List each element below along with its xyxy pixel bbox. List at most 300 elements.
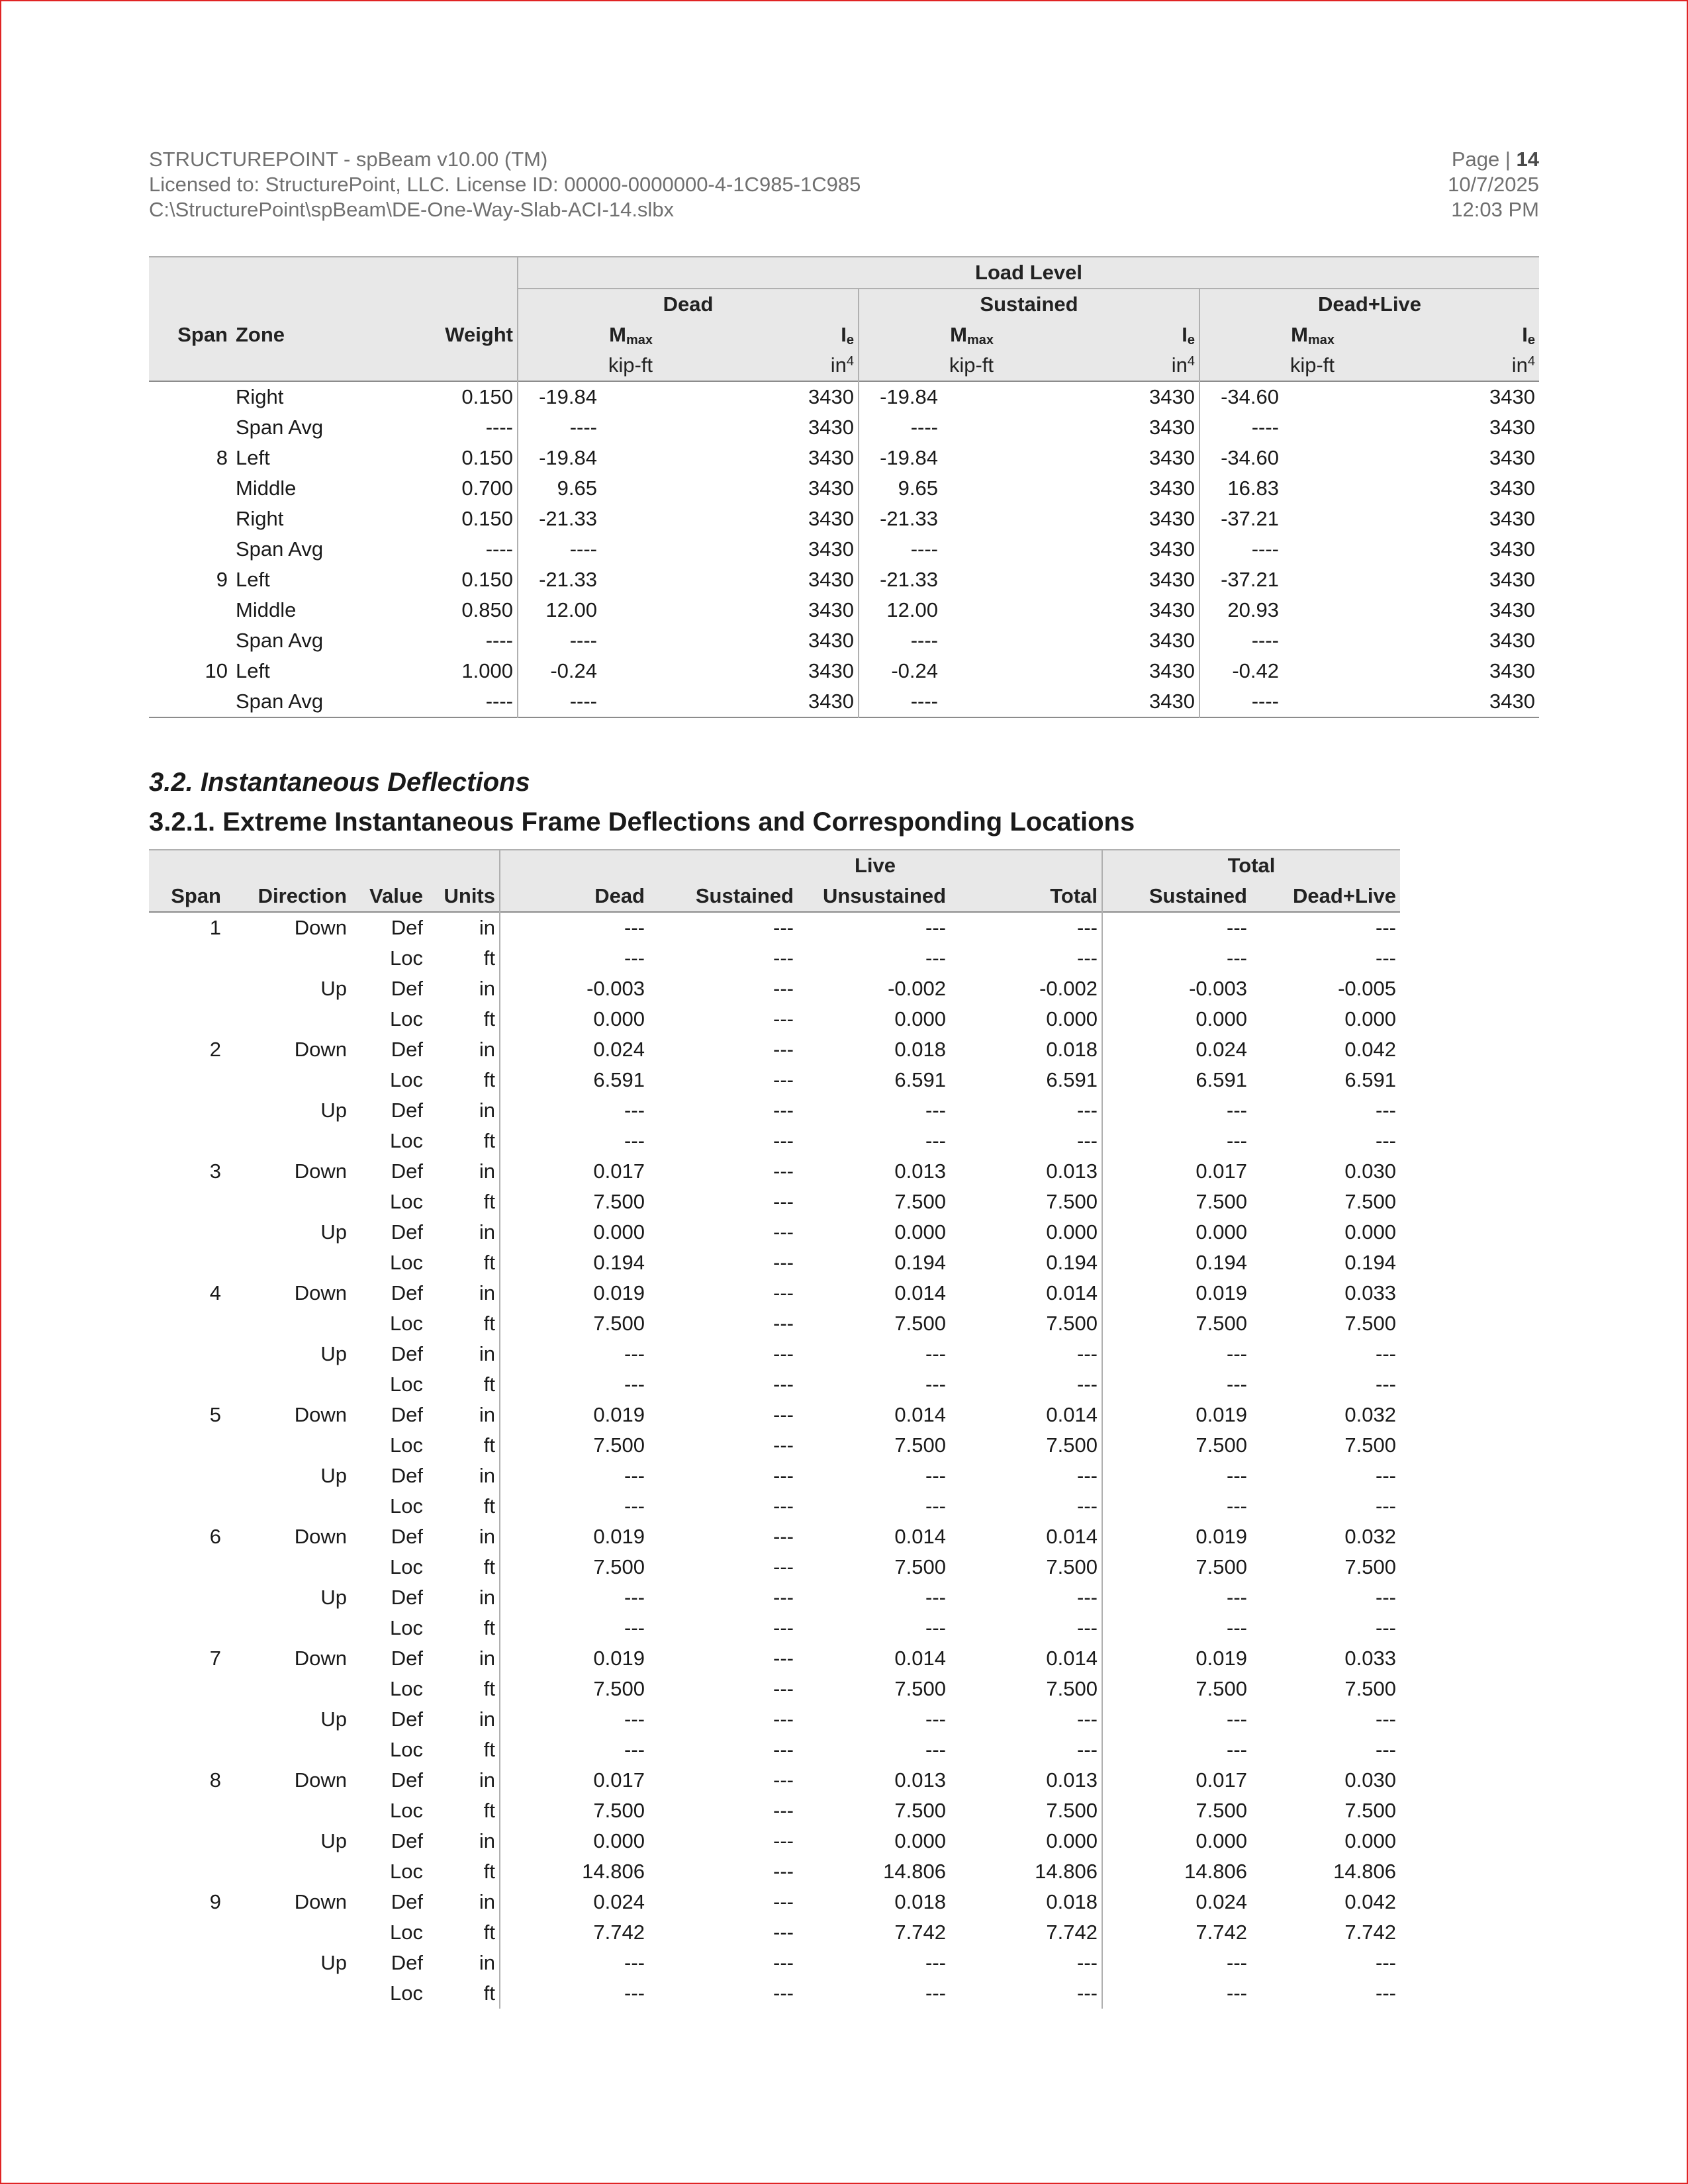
table-row [149, 656, 1539, 686]
cell-dead: 0.024 [500, 1887, 649, 1917]
cell-value: Def [391, 916, 423, 939]
cell-dead: 0.000 [500, 1826, 649, 1856]
cell-total-sustained: 0.194 [1102, 1248, 1251, 1278]
cell-direction: Down [294, 916, 347, 939]
cell-s-m: -19.84 [859, 381, 998, 412]
cell-live-sustained: --- [773, 977, 794, 1000]
cell-live-sustained: --- [773, 1464, 794, 1487]
cell-units: in [427, 1704, 500, 1735]
cell-live-unsustained: --- [925, 1464, 946, 1487]
cell-span [149, 473, 232, 504]
deflection-table [149, 849, 1400, 2009]
cell-live-unsustained: 7.500 [894, 1555, 946, 1578]
cell-total-dead-live: 0.030 [1344, 1768, 1396, 1792]
cell-s-m: ---- [859, 625, 998, 656]
cell-live-sustained: --- [773, 1829, 794, 1852]
cell-direction: Up [320, 1099, 347, 1122]
cell-live-total: 0.014 [1046, 1525, 1098, 1548]
section-title-extreme-deflections: 3.2.1. Extreme Instantaneous Frame Deflections and Corresponding Locations [149, 807, 1135, 837]
dead-live-ie-header: $I_e$ [1338, 320, 1539, 350]
cell-weight: 0.150 [461, 446, 513, 469]
cell-units: ft [427, 1308, 500, 1339]
cell-total-sustained: --- [1102, 1491, 1251, 1522]
cell-live-total: --- [1077, 1373, 1098, 1396]
cell-live-sustained: --- [773, 1494, 794, 1518]
live-sustained-header: Sustained [649, 881, 798, 912]
cell-total-dead-live: 0.033 [1344, 1647, 1396, 1670]
cell-s-m: ---- [859, 412, 998, 443]
cell-total-sustained: --- [1102, 1735, 1251, 1765]
report-date: 10/7/2025 [1448, 173, 1539, 196]
cell-live-unsustained: --- [925, 1586, 946, 1609]
cell-value: Loc [390, 946, 423, 970]
cell-dead: --- [500, 1095, 649, 1126]
cell-dl-m: 16.83 [1199, 473, 1338, 504]
cell-dl-m: ---- [1199, 412, 1338, 443]
cell-live-unsustained: 0.018 [894, 1890, 946, 1913]
cell-value: Loc [390, 1677, 423, 1700]
cell-direction [225, 1674, 351, 1704]
cell-span [149, 1582, 225, 1613]
cell-units: in [427, 1339, 500, 1369]
cell-span [149, 534, 232, 565]
cell-total-sustained: -0.003 [1102, 974, 1251, 1004]
cell-live-total: --- [1077, 1099, 1098, 1122]
cell-s-i: 3430 [1149, 416, 1195, 439]
cell-total-dead-live: 7.500 [1344, 1312, 1396, 1335]
table-row [149, 1369, 1400, 1400]
unit-kip-ft: kip-ft [1199, 350, 1338, 381]
cell-direction [225, 1369, 351, 1400]
cell-span [149, 1552, 225, 1582]
cell-live-total: 6.591 [1046, 1068, 1098, 1091]
table-row [149, 1552, 1400, 1582]
cell-dead: --- [500, 1339, 649, 1369]
cell-live-total: --- [1077, 1616, 1098, 1639]
cell-total-dead-live: --- [1376, 1586, 1396, 1609]
cell-dead: 7.500 [500, 1552, 649, 1582]
cell-value: Def [391, 1768, 423, 1792]
cell-total-sustained: --- [1102, 912, 1251, 943]
cell-s-i: 3430 [1149, 537, 1195, 561]
cell-weight: 0.700 [461, 477, 513, 500]
table-row [149, 534, 1539, 565]
cell-direction: Down [294, 1525, 347, 1548]
cell-value: Def [391, 1829, 423, 1852]
dead-ie-header: $I_e$ [657, 320, 859, 350]
cell-weight: 0.150 [461, 385, 513, 408]
cell-live-unsustained: 0.000 [894, 1007, 946, 1030]
cell-units: in [427, 1765, 500, 1796]
cell-span [149, 1978, 225, 2009]
cell-total-sustained: 7.500 [1102, 1430, 1251, 1461]
cell-live-total: 7.500 [1046, 1312, 1098, 1335]
cell-s-m: -19.84 [859, 443, 998, 473]
load-level-header: Load Level [518, 257, 1539, 289]
cell-live-total: --- [1077, 1586, 1098, 1609]
table-row [149, 1704, 1400, 1735]
cell-live-total: 0.014 [1046, 1281, 1098, 1304]
cell-dl-m: -34.60 [1199, 381, 1338, 412]
cell-total-sustained: 0.019 [1102, 1278, 1251, 1308]
cell-span [149, 1308, 225, 1339]
cell-span [149, 974, 225, 1004]
cell-span [149, 686, 232, 717]
cell-span [149, 1217, 225, 1248]
cell-live-unsustained: --- [925, 1981, 946, 2005]
cell-live-sustained: --- [773, 1433, 794, 1457]
cell-live-sustained: --- [773, 1403, 794, 1426]
cell-span: 2 [209, 1038, 221, 1061]
cell-dead: 7.500 [500, 1187, 649, 1217]
cell-direction [225, 1796, 351, 1826]
cell-value: Def [391, 1160, 423, 1183]
cell-total-dead-live: 0.033 [1344, 1281, 1396, 1304]
cell-units: ft [427, 1065, 500, 1095]
cell-live-sustained: --- [773, 1007, 794, 1030]
cell-dead: --- [500, 1978, 649, 2009]
live-unsustained-header: Unsustained [798, 881, 950, 912]
table-row [149, 1034, 1400, 1065]
cell-dead: 7.500 [500, 1430, 649, 1461]
cell-dl-m: 20.93 [1199, 595, 1338, 625]
cell-dl-i: 3430 [1489, 537, 1535, 561]
cell-span: 7 [209, 1647, 221, 1670]
cell-span [149, 1004, 225, 1034]
cell-live-unsustained: 0.194 [894, 1251, 946, 1274]
cell-total-dead-live: 0.000 [1344, 1829, 1396, 1852]
cell-dl-i: 3430 [1489, 568, 1535, 591]
cell-dead: --- [500, 1491, 649, 1522]
cell-value: Loc [390, 1373, 423, 1396]
cell-total-sustained: --- [1102, 1339, 1251, 1369]
cell-weight: ---- [485, 537, 513, 561]
cell-value: Loc [390, 1129, 423, 1152]
cell-s-i: 3430 [1149, 568, 1195, 591]
cell-dead: 0.017 [500, 1765, 649, 1796]
cell-units: in [427, 1522, 500, 1552]
cell-total-sustained: 7.742 [1102, 1917, 1251, 1948]
cell-live-total: 7.500 [1046, 1677, 1098, 1700]
cell-live-total: 14.806 [1035, 1860, 1098, 1883]
cell-live-sustained: --- [773, 1951, 794, 1974]
cell-live-unsustained: 7.500 [894, 1677, 946, 1700]
cell-s-m: ---- [859, 686, 998, 717]
cell-live-total: 7.742 [1046, 1921, 1098, 1944]
cell-live-unsustained: 14.806 [883, 1860, 946, 1883]
cell-dead: --- [500, 1735, 649, 1765]
table-row [149, 1430, 1400, 1461]
cell-zone: Middle [236, 477, 297, 500]
table-row [149, 1004, 1400, 1034]
cell-span [149, 1461, 225, 1491]
cell-d-i: 3430 [808, 629, 854, 652]
cell-units: in [427, 1643, 500, 1674]
cell-units: ft [427, 1491, 500, 1522]
cell-dead: --- [500, 1582, 649, 1613]
cell-total-sustained: --- [1102, 1461, 1251, 1491]
cell-d-m: 9.65 [518, 473, 657, 504]
cell-units: ft [427, 1187, 500, 1217]
cell-weight: 0.150 [461, 507, 513, 530]
cell-total-dead-live: 0.194 [1344, 1251, 1396, 1274]
cell-units: in [427, 1461, 500, 1491]
cell-live-total: --- [1077, 916, 1098, 939]
cell-value: Def [391, 1647, 423, 1670]
cell-span [149, 381, 232, 412]
cell-dead: --- [500, 912, 649, 943]
cell-dl-m: ---- [1199, 534, 1338, 565]
cell-live-total: 7.500 [1046, 1799, 1098, 1822]
cell-s-m: -0.24 [859, 656, 998, 686]
cell-units: ft [427, 1126, 500, 1156]
cell-dead: 7.742 [500, 1917, 649, 1948]
cell-direction [225, 1856, 351, 1887]
unit-in4: $in^4$ [998, 350, 1199, 381]
cell-s-m: -21.33 [859, 565, 998, 595]
cell-dl-m: -34.60 [1199, 443, 1338, 473]
cell-live-unsustained: 0.013 [894, 1160, 946, 1183]
cell-direction: Down [294, 1768, 347, 1792]
cell-span [149, 1430, 225, 1461]
cell-live-unsustained: 0.000 [894, 1220, 946, 1244]
cell-span: 3 [209, 1160, 221, 1183]
cell-dead: 0.000 [500, 1217, 649, 1248]
cell-live-unsustained: 7.500 [894, 1190, 946, 1213]
cell-value: Def [391, 1281, 423, 1304]
zone-header: Zone [232, 320, 354, 350]
cell-live-total: 0.013 [1046, 1160, 1098, 1183]
cell-units: in [427, 1948, 500, 1978]
cell-total-sustained: 7.500 [1102, 1796, 1251, 1826]
cell-direction [225, 1978, 351, 2009]
cell-span [149, 625, 232, 656]
cell-direction: Down [294, 1890, 347, 1913]
table-row [149, 1826, 1400, 1856]
cell-live-sustained: --- [773, 1525, 794, 1548]
cell-dead: --- [500, 1369, 649, 1400]
cell-direction: Down [294, 1281, 347, 1304]
cell-zone: Span Avg [236, 690, 324, 713]
cell-live-total: 0.018 [1046, 1038, 1098, 1061]
cell-dl-i: 3430 [1489, 690, 1535, 713]
report-time: 12:03 PM [1451, 198, 1539, 221]
cell-s-i: 3430 [1149, 690, 1195, 713]
cell-live-sustained: --- [773, 1768, 794, 1792]
table-row [149, 1248, 1400, 1278]
cell-d-m: ---- [518, 625, 657, 656]
cell-live-total: 0.000 [1046, 1007, 1098, 1030]
cell-dl-i: 3430 [1489, 629, 1535, 652]
cell-units: in [427, 1887, 500, 1917]
table-row [149, 1095, 1400, 1126]
cell-live-unsustained: 0.014 [894, 1525, 946, 1548]
table-row [149, 1461, 1400, 1491]
cell-dl-i: 3430 [1489, 416, 1535, 439]
cell-live-unsustained: -0.002 [888, 977, 946, 1000]
cell-total-dead-live: 7.500 [1344, 1433, 1396, 1457]
cell-units: ft [427, 1248, 500, 1278]
cell-dead: --- [500, 1948, 649, 1978]
cell-live-unsustained: --- [925, 1099, 946, 1122]
table-row [149, 1491, 1400, 1522]
cell-live-unsustained: 7.500 [894, 1799, 946, 1822]
cell-direction [225, 1126, 351, 1156]
cell-span: 9 [216, 568, 228, 591]
cell-live-total: --- [1077, 1707, 1098, 1731]
cell-units: in [427, 1278, 500, 1308]
cell-total-dead-live: --- [1376, 1981, 1396, 2005]
cell-live-unsustained: 0.014 [894, 1403, 946, 1426]
cell-direction [225, 1308, 351, 1339]
unit-in4: $in^4$ [657, 350, 859, 381]
table-row [149, 686, 1539, 717]
cell-live-unsustained: --- [925, 1342, 946, 1365]
cell-units: in [427, 1156, 500, 1187]
unit-kip-ft: kip-ft [518, 350, 657, 381]
cell-value: Def [391, 1464, 423, 1487]
cell-direction [225, 943, 351, 974]
cell-units: in [427, 1826, 500, 1856]
cell-direction: Up [320, 1586, 347, 1609]
cell-dead: 0.019 [500, 1643, 649, 1674]
cell-total-sustained: 0.000 [1102, 1004, 1251, 1034]
cell-live-sustained: --- [773, 1890, 794, 1913]
cell-d-i: 3430 [808, 598, 854, 621]
cell-d-m: -19.84 [518, 443, 657, 473]
cell-units: ft [427, 1552, 500, 1582]
cell-units: in [427, 1400, 500, 1430]
cell-zone: Span Avg [236, 629, 324, 652]
cell-span [149, 1704, 225, 1735]
cell-live-unsustained: --- [925, 1494, 946, 1518]
cell-span [149, 1126, 225, 1156]
cell-total-dead-live: --- [1376, 1342, 1396, 1365]
cell-live-sustained: --- [773, 1038, 794, 1061]
cell-dead: 7.500 [500, 1308, 649, 1339]
cell-span [149, 1948, 225, 1978]
cell-live-sustained: --- [773, 1251, 794, 1274]
table-row [149, 1339, 1400, 1369]
cell-value: Loc [390, 1190, 423, 1213]
dead-live-header: Dead+Live [1199, 289, 1539, 320]
cell-total-dead-live: 7.500 [1344, 1555, 1396, 1578]
cell-units: ft [427, 1004, 500, 1034]
sustained-mmax-header: $M_{max}$ [859, 320, 998, 350]
cell-dead: 7.500 [500, 1796, 649, 1826]
cell-value: Def [391, 1403, 423, 1426]
cell-total-dead-live: 7.500 [1344, 1190, 1396, 1213]
unit-kip-ft: kip-ft [859, 350, 998, 381]
cell-span [149, 1369, 225, 1400]
table-row [149, 504, 1539, 534]
cell-live-unsustained: 7.742 [894, 1921, 946, 1944]
cell-units: in [427, 974, 500, 1004]
cell-total-sustained: --- [1102, 1948, 1251, 1978]
page-label: Page | [1451, 148, 1517, 171]
cell-span: 8 [216, 446, 228, 469]
table-row [149, 625, 1539, 656]
cell-total-dead-live: 0.030 [1344, 1160, 1396, 1183]
total-sustained-header: Sustained [1102, 881, 1251, 912]
cell-weight: 0.150 [461, 568, 513, 591]
cell-d-m: ---- [518, 534, 657, 565]
cell-value: Loc [390, 1555, 423, 1578]
cell-dead: 0.000 [500, 1004, 649, 1034]
cell-dl-i: 3430 [1489, 598, 1535, 621]
cell-zone: Middle [236, 598, 297, 621]
cell-dead: 0.019 [500, 1522, 649, 1552]
cell-value: Loc [390, 1738, 423, 1761]
cell-live-unsustained: 7.500 [894, 1433, 946, 1457]
cell-total-dead-live: --- [1376, 1129, 1396, 1152]
cell-live-unsustained: --- [925, 1951, 946, 1974]
cell-live-unsustained: 0.014 [894, 1647, 946, 1670]
cell-total-dead-live: 14.806 [1333, 1860, 1396, 1883]
cell-units: ft [427, 1430, 500, 1461]
cell-live-sustained: --- [773, 1190, 794, 1213]
cell-total-sustained: 0.024 [1102, 1887, 1251, 1917]
table-row [149, 1187, 1400, 1217]
cell-value: Def [391, 1525, 423, 1548]
table-row [149, 1065, 1400, 1095]
cell-dl-i: 3430 [1489, 477, 1535, 500]
total-dead-live-header: Dead+Live [1251, 881, 1400, 912]
cell-s-i: 3430 [1149, 477, 1195, 500]
cell-units: ft [427, 1978, 500, 2009]
cell-live-sustained: --- [773, 1129, 794, 1152]
cell-zone: Right [236, 507, 284, 530]
cell-d-m: -0.24 [518, 656, 657, 686]
header-right [1448, 147, 1539, 222]
cell-dead: --- [500, 1126, 649, 1156]
cell-span: 4 [209, 1281, 221, 1304]
cell-span [149, 412, 232, 443]
header-blank [149, 257, 518, 289]
cell-total-dead-live: 7.500 [1344, 1799, 1396, 1822]
cell-direction: Down [294, 1647, 347, 1670]
cell-total-sustained: 0.000 [1102, 1217, 1251, 1248]
cell-live-sustained: --- [773, 1677, 794, 1700]
cell-units: in [427, 1582, 500, 1613]
cell-span [149, 1065, 225, 1095]
table-row [149, 1522, 1400, 1552]
table-row [149, 565, 1539, 595]
cell-dl-m: -37.21 [1199, 504, 1338, 534]
table-row [149, 1856, 1400, 1887]
cell-live-sustained: --- [773, 1555, 794, 1578]
cell-live-total: --- [1077, 1129, 1098, 1152]
cell-total-sustained: 7.500 [1102, 1187, 1251, 1217]
cell-d-i: 3430 [808, 659, 854, 682]
table-row [149, 1978, 1400, 2009]
cell-dl-m: -37.21 [1199, 565, 1338, 595]
cell-dead: 0.017 [500, 1156, 649, 1187]
cell-total-dead-live: --- [1376, 1707, 1396, 1731]
cell-units: ft [427, 943, 500, 974]
cell-direction [225, 1004, 351, 1034]
cell-total-dead-live: -0.005 [1338, 977, 1396, 1000]
table-row [149, 1126, 1400, 1156]
cell-span [149, 504, 232, 534]
cell-total-dead-live: 0.042 [1344, 1890, 1396, 1913]
cell-live-unsustained: --- [925, 916, 946, 939]
cell-value: Def [391, 1220, 423, 1244]
cell-total-dead-live: --- [1376, 1738, 1396, 1761]
cell-total-sustained: 0.019 [1102, 1643, 1251, 1674]
cell-live-sustained: --- [773, 946, 794, 970]
cell-direction [225, 1735, 351, 1765]
